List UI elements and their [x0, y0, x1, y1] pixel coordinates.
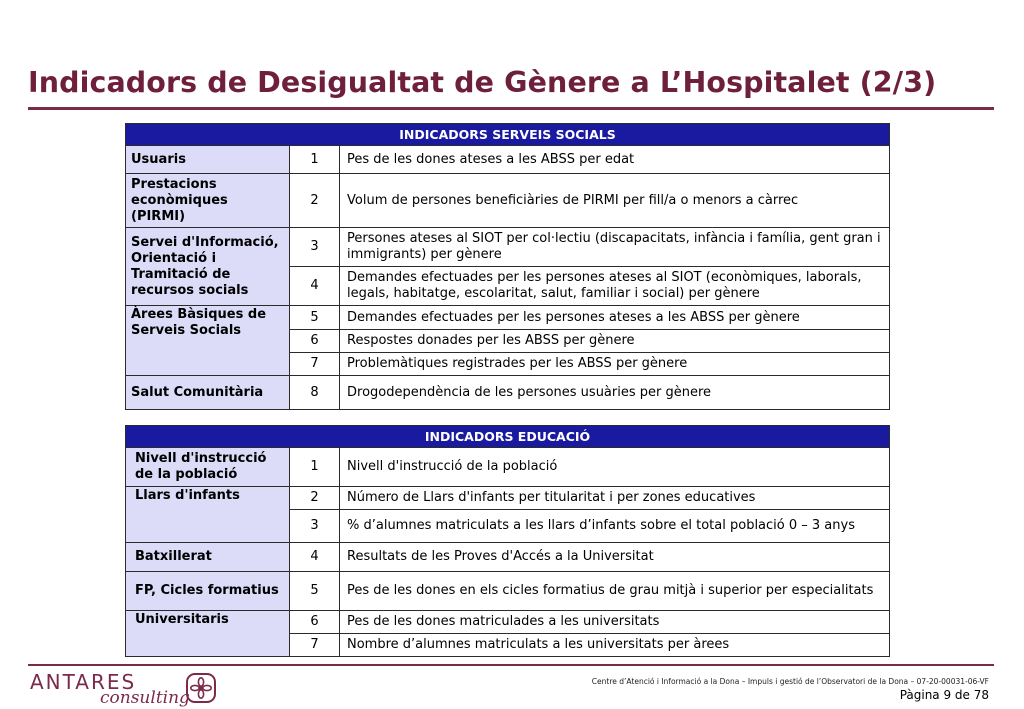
table-row	[126, 306, 890, 330]
row-description: Demandes efectuades per les persones ateses al SIOT (econòmiques, laborals, legals, habitatge, escolaritat, salut, familiar i social) per gènere	[340, 267, 890, 306]
row-number: 2	[290, 174, 340, 228]
footer-divider	[28, 664, 994, 666]
antares-logo	[30, 668, 230, 708]
row-number: 6	[290, 330, 340, 353]
row-number: 1	[290, 448, 340, 487]
table-row	[126, 572, 890, 611]
row-category: FP, Cicles formatius	[126, 572, 290, 611]
table-row	[126, 611, 890, 634]
row-description: Pes de les dones matriculades a les universitats	[340, 611, 890, 634]
row-category: Llars d'infants	[126, 487, 290, 543]
table-header: INDICADORS SERVEIS SOCIALS	[126, 124, 890, 146]
title-divider	[28, 107, 994, 110]
row-number: 5	[290, 572, 340, 611]
row-description: Respostes donades per les ABSS per gènere	[340, 330, 890, 353]
row-number: 1	[290, 146, 340, 174]
row-number: 4	[290, 543, 340, 572]
row-description: Nivell d'instrucció de la població	[340, 448, 890, 487]
row-category: Usuaris	[126, 146, 290, 174]
table-row	[126, 487, 890, 510]
table-row	[126, 448, 890, 487]
table-row	[126, 174, 890, 228]
row-category: Salut Comunitària	[126, 376, 290, 410]
row-number: 7	[290, 634, 340, 657]
row-number: 4	[290, 267, 340, 306]
row-description: Drogodependència de les persones usuàries per gènere	[340, 376, 890, 410]
row-category: Universitaris	[126, 611, 290, 657]
row-number: 6	[290, 611, 340, 634]
table-header: INDICADORS EDUCACIÓ	[126, 426, 890, 448]
row-category: Batxillerat	[126, 543, 290, 572]
row-description: Resultats de les Proves d'Accés a la Universitat	[340, 543, 890, 572]
row-category: Àrees Bàsiques de Serveis Socials	[126, 306, 290, 376]
page-title: Indicadors de Desigualtat de Gènere a L’Hospitalet (2/3)	[28, 66, 937, 99]
row-description: Demandes efectuades per les persones ateses a les ABSS per gènere	[340, 306, 890, 330]
logo-flower-icon	[186, 673, 216, 707]
row-description: Problemàtiques registrades per les ABSS per gènere	[340, 353, 890, 376]
footer-project-text: Centre d’Atenció i Informació a la Dona – Impuls i gestió de l’Observatori de la Dona – 07-20-00031-06-VF	[591, 677, 989, 686]
table-row	[126, 146, 890, 174]
row-number: 3	[290, 228, 340, 267]
row-number: 5	[290, 306, 340, 330]
row-category: Nivell d'instrucció de la població	[126, 448, 290, 487]
social-services-table	[125, 123, 890, 410]
row-category: Prestacions econòmiques (PIRMI)	[126, 174, 290, 228]
table-row	[126, 228, 890, 267]
page-number: Pàgina 9 de 78	[899, 688, 989, 702]
row-description: Pes de les dones ateses a les ABSS per edat	[340, 146, 890, 174]
table-row	[126, 543, 890, 572]
row-number: 2	[290, 487, 340, 510]
row-category: Servei d'Informació, Orientació i Tramitació de recursos socials	[126, 228, 290, 306]
logo-sub-text: consulting	[100, 688, 190, 708]
row-description: Pes de les dones en els cicles formatius de grau mitjà i superior per especialitats	[340, 572, 890, 611]
row-number: 3	[290, 510, 340, 543]
row-description: Número de Llars d'infants per titularitat i per zones educatives	[340, 487, 890, 510]
row-description: Volum de persones beneficiàries de PIRMI per fill/a o menors a càrrec	[340, 174, 890, 228]
education-table	[125, 425, 890, 657]
row-description: Persones ateses al SIOT per col·lectiu (discapacitats, infància i família, gent gran i immigrants) per gènere	[340, 228, 890, 267]
row-description: Nombre d’alumnes matriculats a les universitats per àrees	[340, 634, 890, 657]
row-number: 8	[290, 376, 340, 410]
row-description: % d’alumnes matriculats a les llars d’infants sobre el total població 0 – 3 anys	[340, 510, 890, 543]
row-number: 7	[290, 353, 340, 376]
logo-main-text: ANTARES	[30, 670, 137, 694]
table-row	[126, 376, 890, 410]
